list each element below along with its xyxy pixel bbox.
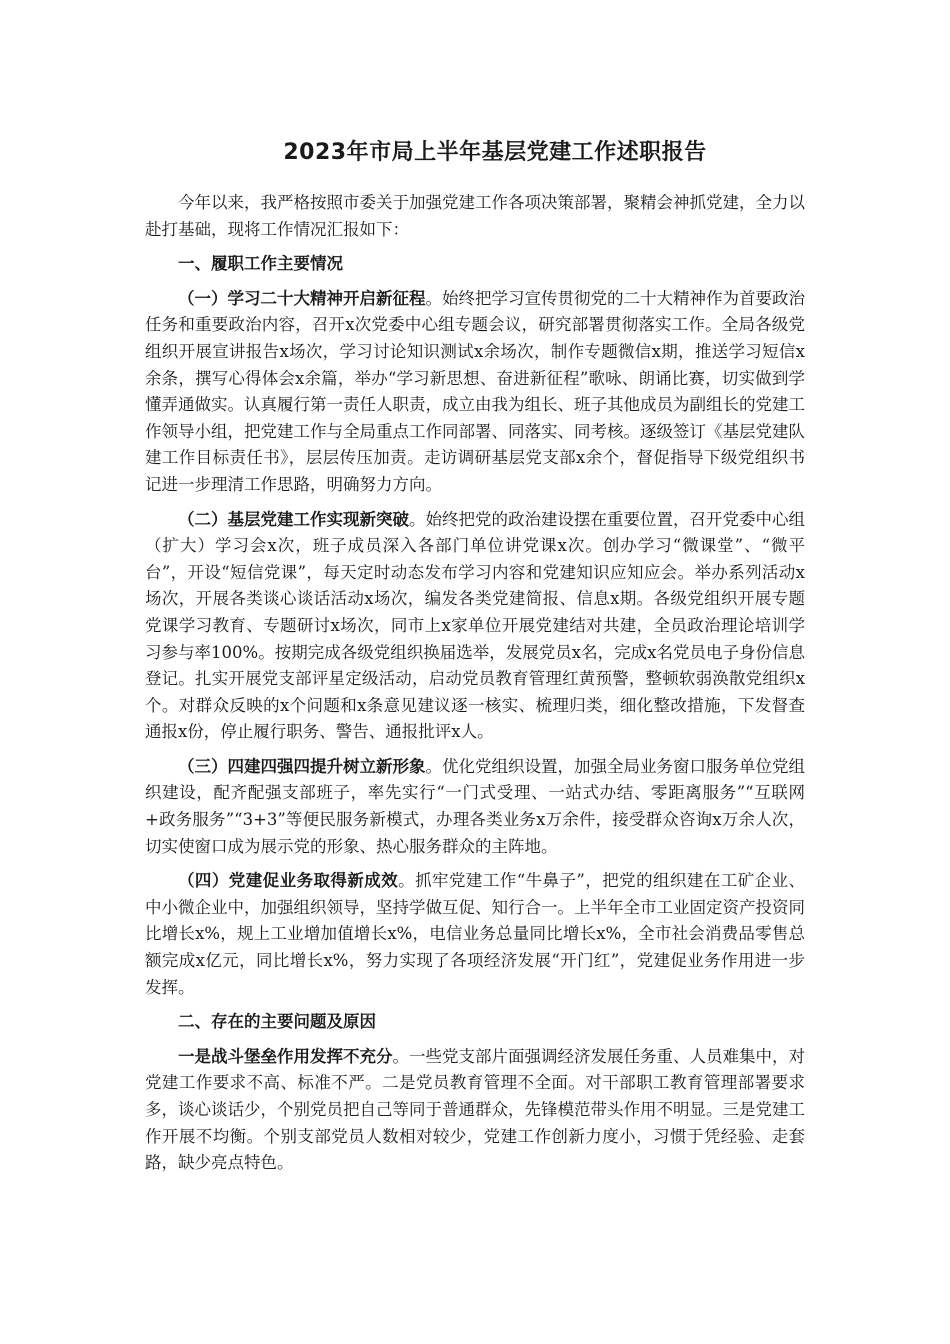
paragraph-text: 。始终把党的政治建设摆在重要位置，召开党委中心组（扩大）学习会x次，班子成员深入各部门单位讲党课x次。创办学习“微课堂”、“微平台”，开设“短信党课”，每天定时动态发布学习内容和党建知识应知应会。举办系列活动x场次，开展各类谈心谈话活动x场次，编发各类党建简报、信息x期。各级党组织开展专题党课学习教育、专题研讨x场次，同市上x家单位开展党建结对共建，全员政治理论培训学习参与率100%。按期完成各级党组织换届选举，发展党员x名，完成x名党员电子身份信息登记。扎实开展党支部评星定级活动，启动党员教育管理红黄预警，整顿软弱涣散党组织x个。对群众反映的x个问题和x条意见建议逐一核实、梳理归类，细化整改措施，下发督查通报x份，停止履行职务、警告、通报批评x人。	[145, 509, 805, 742]
intro-paragraph: 今年以来，我严格按照市委关于加强党建工作各项决策部署，聚精会神抓党建，全力以赴打基础，现将工作情况汇报如下：	[145, 193, 805, 239]
paragraph-lead: （二）基层党建工作实现新突破	[178, 509, 409, 529]
paragraph-1-1	[145, 286, 805, 499]
paragraph-lead: （一）学习二十大精神开启新征程	[178, 288, 426, 308]
section-heading-2: 二、存在的主要问题及原因	[178, 1012, 376, 1032]
paragraph-text: 。始终把学习宣传贯彻党的二十大精神作为首要政治任务和重要政治内容，召开x次党委中心组专题会议，研究部署贯彻落实工作。全局各级党组织开展宣讲报告x场次，学习讨论知识测试x余场次，制作专题微信x期，推送学习短信x余条，撰写心得体会x余篇，举办“学习新思想、奋进新征程”歌咏、朗诵比赛，切实做到学懂弄通做实。认真履行第一责任人职责，成立由我为组长、班子其他成员为副组长的党建工作领导小组，把党建工作与全局重点工作同部署、同落实、同考核。逐级签订《基层党建队建工作目标责任书》，层层传压加责。走访调研基层党支部x余个，督促指导下级党组织书记进一步理清工作思路，明确努力方向。	[145, 288, 805, 494]
paragraph-text: 。抓牢党建工作“牛鼻子”，把党的组织建在工矿企业、中小微企业中，加强组织领导，坚持学做互促、知行合一。上半年全市工业固定资产投资同比增长x%，规上工业增加值增长x%，电信业务总量同比增长x%，全市社会消费品零售总额完成x亿元，同比增长x%，努力实现了各项经济发展“开门红”，党建促业务作用进一步发挥。	[145, 871, 806, 997]
paragraph-lead: （四）党建促业务取得新成效	[178, 871, 399, 891]
document-title: 2023年市局上半年基层党建工作述职报告	[283, 140, 707, 165]
paragraph-1-4	[145, 868, 805, 1001]
paragraph-lead: （三）四建四强四提升树立新形象	[178, 756, 426, 776]
paragraph-1-2	[145, 507, 805, 746]
paragraph-lead: 一是战斗堡垒作用发挥不充分	[178, 1046, 393, 1066]
paragraph-1-3	[145, 754, 805, 860]
paragraph-text: 。一些党支部片面强调经济发展任务重、人员难集中，对党建工作要求不高、标准不严。二是党员教育管理不全面。对干部职工教育管理部署要求多，谈心谈话少，个别党员把自己等同于普通群众，先锋模范带头作用不明显。三是党建工作开展不均衡。个别支部党员人数相对较少，党建工作创新力度小，习惯于凭经验、走套路，缺少亮点特色。	[145, 1046, 805, 1173]
paragraph-2-1	[145, 1044, 805, 1177]
section-heading-1: 一、履职工作主要情况	[178, 254, 343, 274]
document-body	[145, 136, 805, 1185]
paragraph-text: 。优化党组织设置，加强全局业务窗口服务单位党组织建设，配齐配强支部班子，率先实行“一门式受理、一站式办结、零距离服务”“互联网+政务服务”“3+3”等便民服务新模式，办理各类业务x万余件，接受群众咨询x万余人次，切实使窗口成为展示党的形象、热心服务群众的主阵地。	[145, 756, 805, 856]
